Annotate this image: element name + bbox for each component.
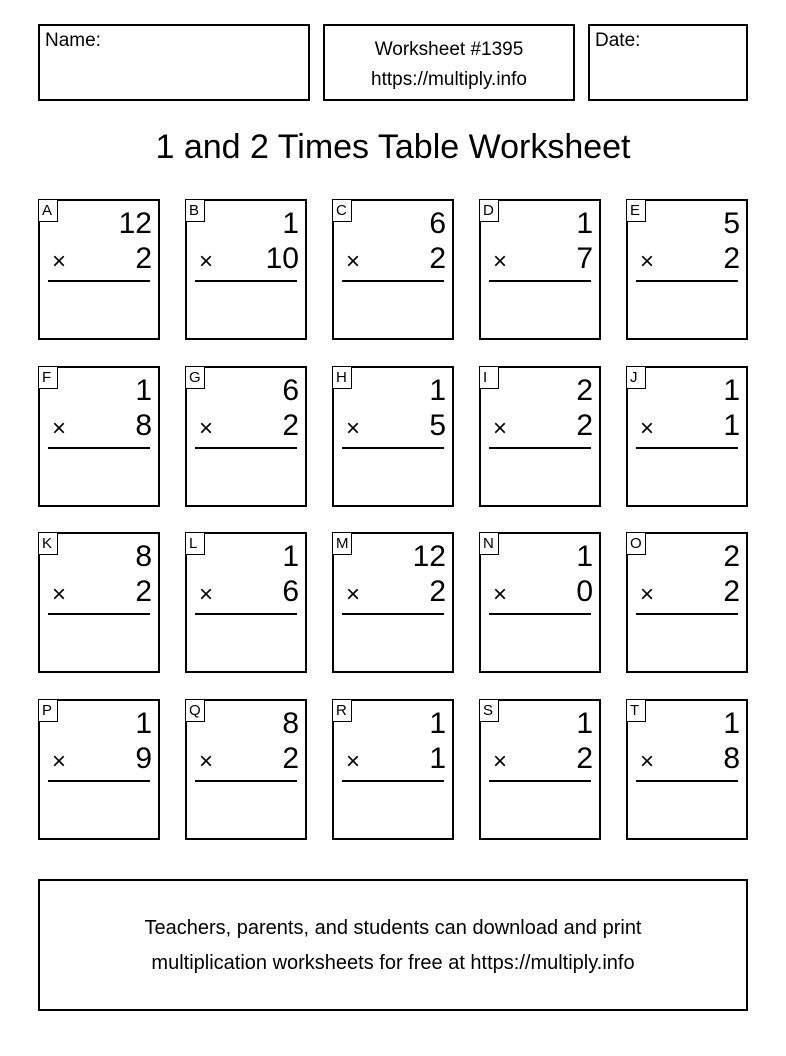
problem-n[interactable]: [479, 532, 601, 673]
multiplier: 5: [429, 409, 446, 442]
answer-line: [636, 613, 738, 615]
footer-box: [38, 879, 748, 1011]
answer-line: [48, 613, 150, 615]
multiplicand: 2: [576, 374, 593, 407]
problem-letter: O: [626, 532, 646, 555]
answer-line: [342, 447, 444, 449]
problem-i[interactable]: [479, 366, 601, 507]
multiplier: 2: [282, 409, 299, 442]
multiplicand: 12: [118, 207, 152, 240]
multiplicand: 1: [282, 207, 299, 240]
problem-f[interactable]: [38, 366, 160, 507]
problem-j[interactable]: [626, 366, 748, 507]
times-sign: ×: [493, 415, 508, 442]
multiplier: 2: [576, 742, 593, 775]
problem-letter: B: [185, 199, 205, 222]
date-field[interactable]: [588, 24, 748, 101]
problem-a[interactable]: [38, 199, 160, 340]
answer-line: [195, 780, 297, 782]
answer-line: [489, 613, 591, 615]
worksheet-info-box: [323, 24, 575, 101]
problem-m[interactable]: [332, 532, 454, 673]
multiplicand: 12: [412, 540, 446, 573]
answer-line: [48, 780, 150, 782]
answer-line: [489, 447, 591, 449]
problem-o[interactable]: [626, 532, 748, 673]
multiplier: 7: [576, 242, 593, 275]
problem-r[interactable]: [332, 699, 454, 840]
problem-h[interactable]: [332, 366, 454, 507]
times-sign: ×: [346, 415, 361, 442]
times-sign: ×: [640, 248, 655, 275]
times-sign: ×: [640, 581, 655, 608]
multiplicand: 1: [723, 707, 740, 740]
answer-line: [195, 280, 297, 282]
worksheet-number: Worksheet #1395: [374, 39, 524, 60]
multiplicand: 1: [576, 207, 593, 240]
problem-letter: N: [479, 532, 499, 555]
times-sign: ×: [640, 415, 655, 442]
problem-letter: R: [332, 699, 352, 722]
times-sign: ×: [346, 748, 361, 775]
multiplier: 8: [135, 409, 152, 442]
answer-line: [342, 613, 444, 615]
problem-letter: S: [479, 699, 499, 722]
problem-l[interactable]: [185, 532, 307, 673]
name-label: Name:: [45, 30, 101, 51]
multiplicand: 1: [282, 540, 299, 573]
problem-letter: D: [479, 199, 499, 222]
footer-line-2: multiplication worksheets for free at https://multiply.info: [151, 952, 635, 974]
problem-letter: K: [38, 532, 58, 555]
answer-line: [489, 280, 591, 282]
problem-letter: T: [626, 699, 646, 722]
times-sign: ×: [52, 248, 67, 275]
multiplicand: 2: [723, 540, 740, 573]
date-label: Date:: [595, 30, 641, 51]
problem-letter: Q: [185, 699, 205, 722]
problem-letter: G: [185, 366, 205, 389]
multiplier: 2: [576, 409, 593, 442]
problem-letter: L: [185, 532, 205, 555]
multiplier: 0: [576, 575, 593, 608]
multiplicand: 1: [429, 707, 446, 740]
problem-letter: P: [38, 699, 58, 722]
multiplier: 2: [135, 575, 152, 608]
problem-letter: E: [626, 199, 646, 222]
times-sign: ×: [199, 248, 214, 275]
multiplier: 8: [723, 742, 740, 775]
page-title: 1 and 2 Times Table Worksheet: [155, 128, 631, 166]
problem-letter: H: [332, 366, 352, 389]
multiplier: 6: [282, 575, 299, 608]
problem-letter: C: [332, 199, 352, 222]
multiplicand: 1: [576, 540, 593, 573]
answer-line: [636, 280, 738, 282]
name-field[interactable]: [38, 24, 310, 101]
times-sign: ×: [346, 248, 361, 275]
problem-p[interactable]: [38, 699, 160, 840]
problem-d[interactable]: [479, 199, 601, 340]
multiplier: 10: [265, 242, 299, 275]
multiplicand: 1: [723, 374, 740, 407]
multiplier: 1: [723, 409, 740, 442]
multiplier: 2: [282, 742, 299, 775]
problem-letter: J: [626, 366, 646, 389]
multiplicand: 8: [135, 540, 152, 573]
worksheet-url: https://multiply.info: [371, 69, 527, 90]
multiplicand: 6: [429, 207, 446, 240]
multiplier: 1: [429, 742, 446, 775]
answer-line: [342, 280, 444, 282]
times-sign: ×: [199, 415, 214, 442]
problem-letter: F: [38, 366, 58, 389]
answer-line: [195, 447, 297, 449]
times-sign: ×: [493, 748, 508, 775]
multiplicand: 1: [135, 707, 152, 740]
footer-line-1: Teachers, parents, and students can download and print: [144, 917, 642, 939]
multiplier: 2: [723, 242, 740, 275]
times-sign: ×: [640, 748, 655, 775]
times-sign: ×: [52, 748, 67, 775]
times-sign: ×: [346, 581, 361, 608]
answer-line: [48, 280, 150, 282]
problem-q[interactable]: [185, 699, 307, 840]
problem-b[interactable]: [185, 199, 307, 340]
multiplicand: 5: [723, 207, 740, 240]
answer-line: [489, 780, 591, 782]
multiplicand: 1: [576, 707, 593, 740]
times-sign: ×: [52, 415, 67, 442]
problem-t[interactable]: [626, 699, 748, 840]
answer-line: [636, 780, 738, 782]
multiplicand: 1: [429, 374, 446, 407]
multiplicand: 8: [282, 707, 299, 740]
times-sign: ×: [493, 248, 508, 275]
answer-line: [195, 613, 297, 615]
problem-letter: A: [38, 199, 58, 222]
multiplier: 2: [429, 575, 446, 608]
problem-letter: M: [332, 532, 352, 555]
problem-letter: I: [479, 366, 499, 389]
times-sign: ×: [493, 581, 508, 608]
times-sign: ×: [199, 748, 214, 775]
answer-line: [636, 447, 738, 449]
times-sign: ×: [199, 581, 214, 608]
multiplicand: 1: [135, 374, 152, 407]
problem-c[interactable]: [332, 199, 454, 340]
problem-e[interactable]: [626, 199, 748, 340]
multiplier: 9: [135, 742, 152, 775]
problem-s[interactable]: [479, 699, 601, 840]
multiplier: 2: [723, 575, 740, 608]
answer-line: [48, 447, 150, 449]
problem-k[interactable]: [38, 532, 160, 673]
multiplier: 2: [135, 242, 152, 275]
multiplier: 2: [429, 242, 446, 275]
problem-g[interactable]: [185, 366, 307, 507]
multiplicand: 6: [282, 374, 299, 407]
times-sign: ×: [52, 581, 67, 608]
answer-line: [342, 780, 444, 782]
